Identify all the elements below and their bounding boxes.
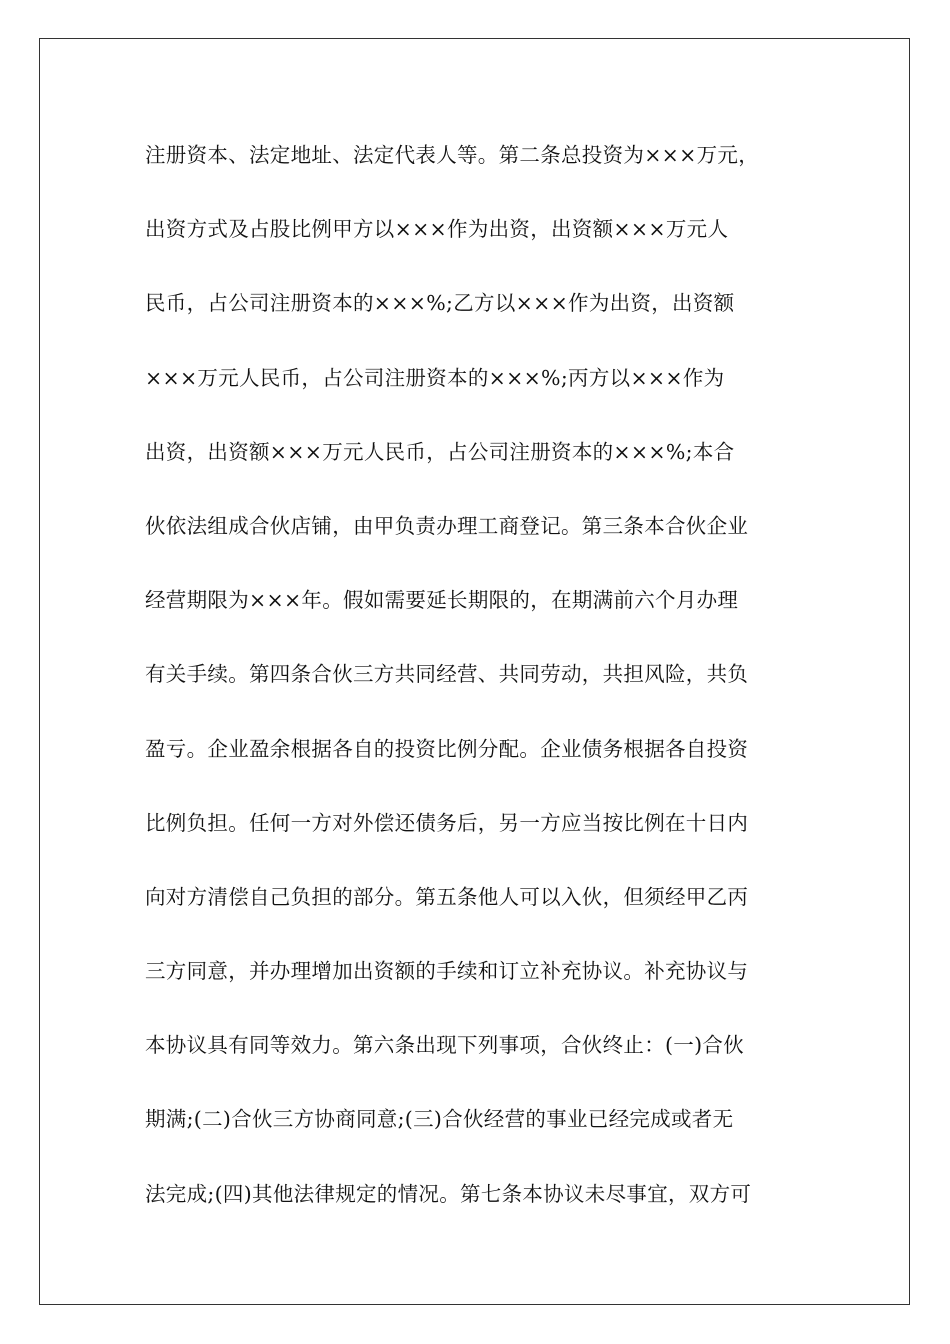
text-line: 注册资本、法定地址、法定代表人等。第二条总投资为×××万元， bbox=[145, 143, 760, 167]
text-line: 经营期限为×××年。假如需要延长期限的，在期满前六个月办理 bbox=[145, 588, 739, 613]
text-line: 出资方式及占股比例甲方以×××作为出资，出资额×××万元人 bbox=[145, 217, 729, 242]
text-line: 盈亏。企业盈余根据各自的投资比例分配。企业债务根据各自投资 bbox=[145, 736, 749, 761]
text-line: 伙依法组成合伙店铺，由甲负责办理工商登记。第三条本合伙企业 bbox=[145, 513, 749, 538]
text-line: 期满;(二)合伙三方协商同意;(三)合伙经营的事业已经完成或者无 bbox=[145, 1107, 734, 1132]
text-line: 比例负担。任何一方对外偿还债务后，另一方应当按比例在十日内 bbox=[145, 810, 749, 835]
text-line: 三方同意，并办理增加出资额的手续和订立补充协议。补充协议与 bbox=[145, 959, 749, 984]
text-line: 民币，占公司注册资本的×××%;乙方以×××作为出资，出资额 bbox=[145, 291, 735, 316]
text-line: ×××万元人民币，占公司注册资本的×××%;丙方以×××作为 bbox=[145, 365, 725, 390]
text-line: 向对方清偿自己负担的部分。第五条他人可以入伙，但须经甲乙丙 bbox=[145, 884, 749, 909]
text-line: 本协议具有同等效力。第六条出现下列事项，合伙终止：(一)合伙 bbox=[145, 1033, 744, 1058]
text-line: 法完成;(四)其他法律规定的情况。第七条本协议未尽事宜，双方可 bbox=[145, 1181, 752, 1206]
document-body bbox=[145, 118, 805, 1231]
text-line: 出资，出资额×××万元人民币，占公司注册资本的×××%;本合 bbox=[145, 439, 735, 464]
text-line: 有关手续。第四条合伙三方共同经营、共同劳动，共担风险，共负 bbox=[145, 662, 749, 687]
